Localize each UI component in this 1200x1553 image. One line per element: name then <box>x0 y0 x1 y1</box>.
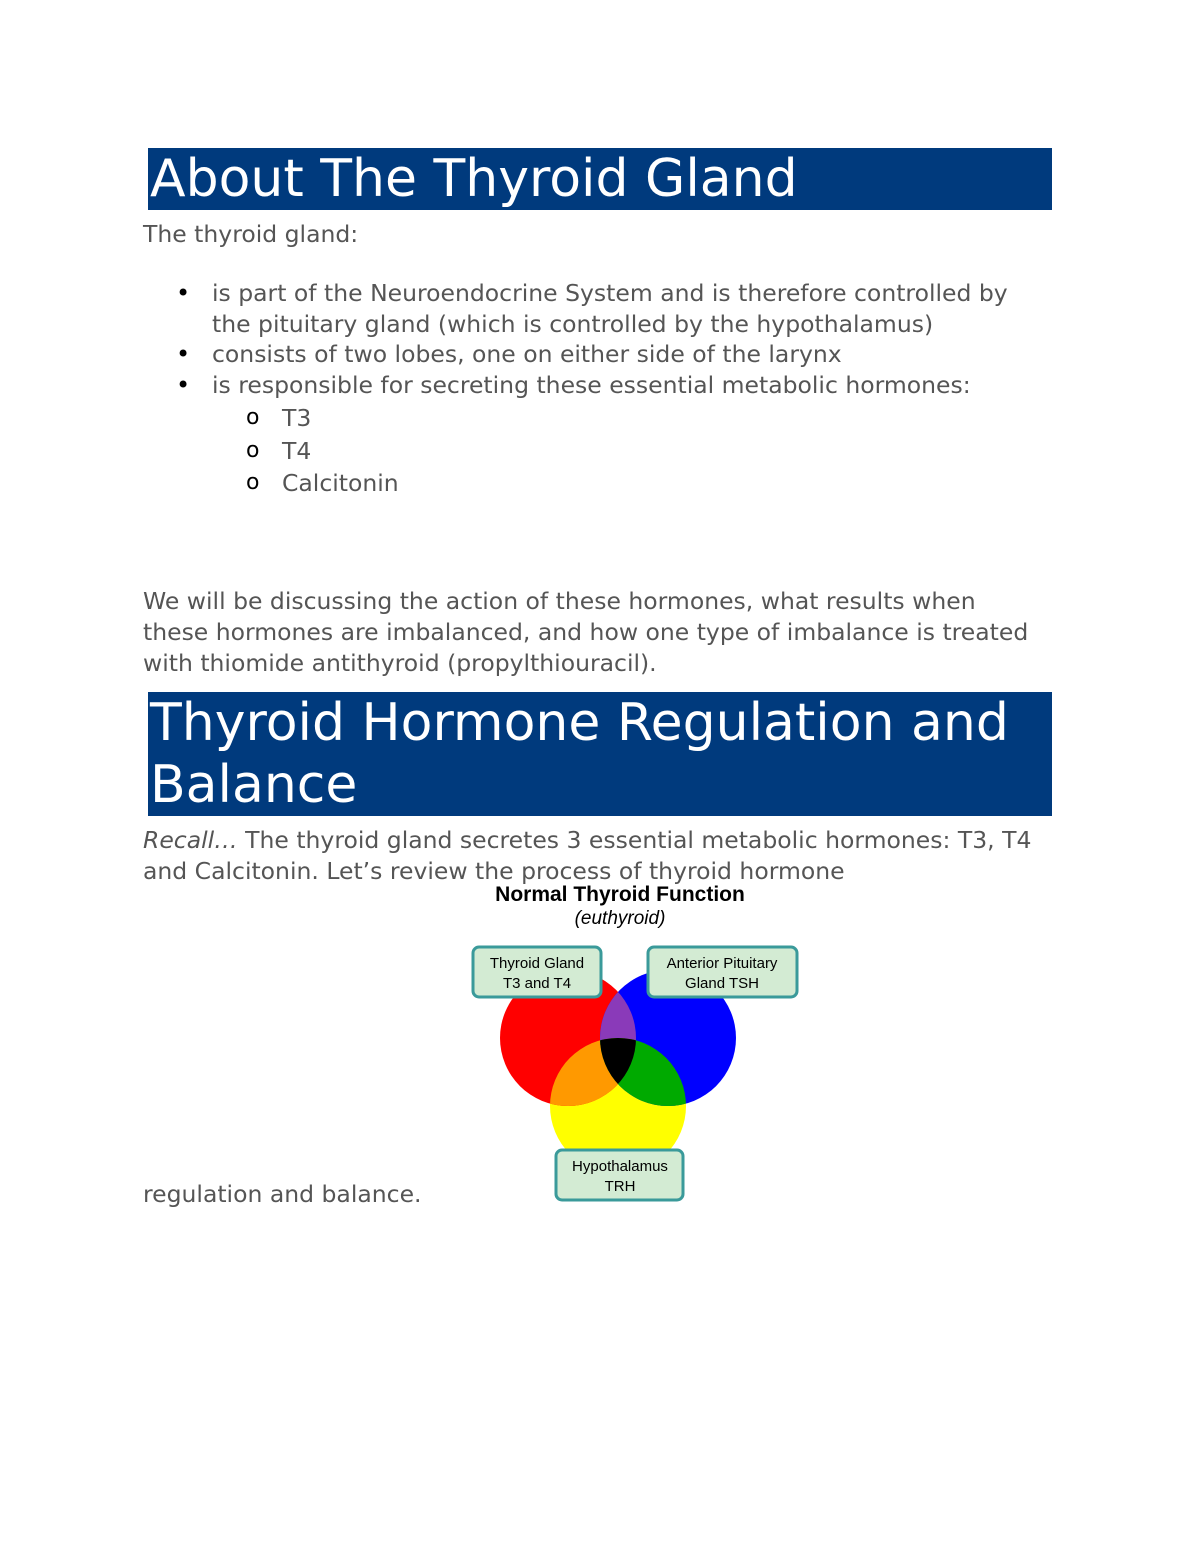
thyroid-venn-diagram <box>440 876 820 1206</box>
hypothalamus-label-line1: Hypothalamus <box>572 1158 668 1175</box>
recall-text: The thyroid gland secretes 3 essential metabolic hormones: T3, T4 and Calcitonin. Let’s review the process of thyroid hormone <box>143 826 1032 885</box>
list-item <box>212 370 1012 500</box>
list-item <box>212 339 1012 370</box>
diagram-subtitle: (euthyroid) <box>574 908 666 929</box>
list-item-text: is responsible for secreting these essential metabolic hormones: <box>212 370 971 399</box>
intro-text: The thyroid gland: <box>143 220 359 248</box>
thyroid-label-line2: T3 and T4 <box>502 975 572 992</box>
list-item-text: is part of the Neuroendocrine System and is therefore controlled by the pituitary gland (which is controlled by the hypothalamus) <box>212 279 1008 338</box>
pituitary-label-line1: Anterior Pituitary <box>666 955 778 972</box>
hormone-item: o T4 <box>212 435 1012 468</box>
hormone-item: o Calcitonin <box>212 467 1012 500</box>
list-item-text: consists of two lobes, one on either side of the larynx <box>212 340 842 368</box>
recall-label: Recall… <box>143 826 238 854</box>
section-heading-regulation: Thyroid Hormone Regulation and Balance <box>148 692 1052 816</box>
section-heading-about: About The Thyroid Gland <box>148 148 1052 210</box>
closing-paragraph: We will be discussing the action of these hormones, what results when these hormones are imbalanced, and how one type of imbalance is treated with thiomide antithyroid (propylthiouracil). <box>143 587 1029 677</box>
recall-paragraph-end: regulation and balance. <box>143 1180 422 1208</box>
hypothalamus-label-line2: TRH <box>604 1178 636 1195</box>
list-item <box>212 278 1012 339</box>
thyroid-label-line1: Thyroid Gland <box>489 955 585 972</box>
hormone-list <box>212 402 1012 500</box>
hormone-item: o T3 <box>212 402 1012 435</box>
thyroid-facts-list <box>212 278 1012 500</box>
pituitary-label-line2: Gland TSH <box>685 975 759 992</box>
diagram-title: Normal Thyroid Function <box>495 883 745 906</box>
